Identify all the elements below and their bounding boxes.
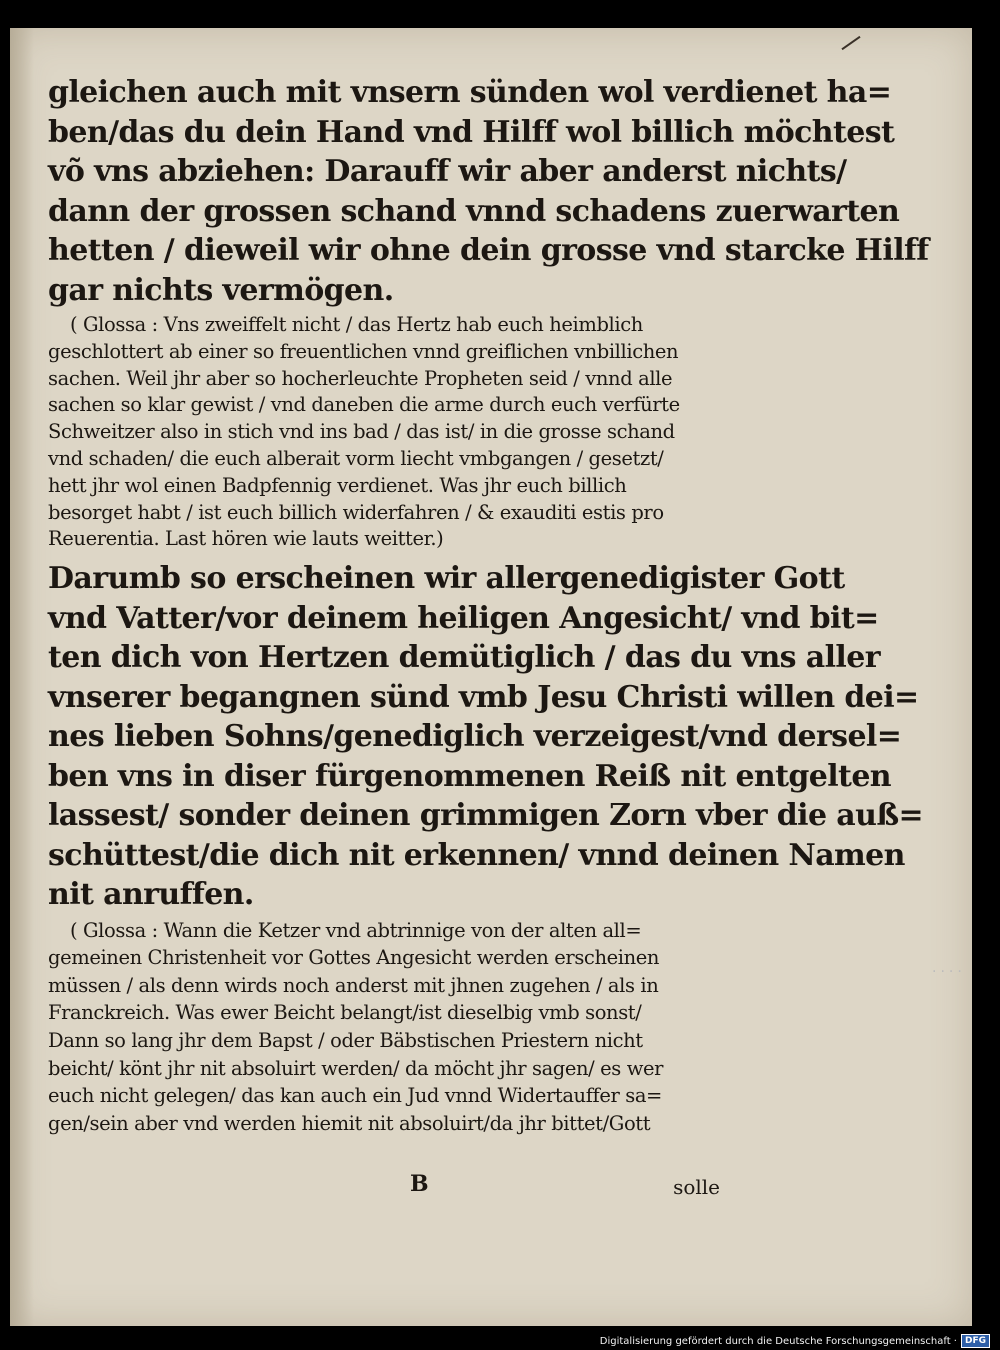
gloss-line: vnd schaden/ die euch alberait vorm liecht vmbgangen / gesetzt/ bbox=[48, 446, 664, 470]
gloss-line: Dann so lang jhr dem Bapst / oder Bäbstischen Priestern nicht bbox=[48, 1029, 643, 1053]
text-line: vnd Vatter/vor deinem heiligen Angesicht/ vnd bit= bbox=[48, 600, 879, 636]
paragraph-1 bbox=[48, 73, 929, 310]
text-line: gleichen auch mit vnsern sünden wol verdienet ha= bbox=[48, 75, 892, 110]
book-page bbox=[10, 28, 972, 1326]
gloss-line: hett jhr wol einen Badpfennig verdienet. Was jhr euch billich bbox=[48, 473, 627, 497]
gloss-line: sachen so klar gewist / vnd daneben die arme durch euch verfürte bbox=[48, 393, 680, 417]
text-line: ben vns in diser fürgenommenen Reiß nit entgelten bbox=[48, 758, 892, 794]
text-line: vnserer begangnen sünd vmb Jesu Christi willen dei= bbox=[48, 679, 919, 715]
gloss-line: Reuerentia. Last hören wie lauts weitter.) bbox=[48, 527, 444, 551]
gloss-line: ( Glossa : Vns zweiffelt nicht / das Hertz hab euch heimblich bbox=[70, 313, 643, 336]
text-line: dann der grossen schand vnnd schadens zuerwarten bbox=[48, 193, 900, 229]
gloss-line: Franckreich. Was ewer Beicht belangt/ist dieselbig vmb sonst/ bbox=[48, 1001, 642, 1025]
gutter-shadow bbox=[10, 28, 34, 1326]
ellipsis-marks: .... bbox=[932, 960, 966, 976]
gloss-1 bbox=[48, 312, 720, 553]
page-footer-line bbox=[48, 1171, 720, 1205]
gloss-2 bbox=[48, 917, 720, 1138]
digitization-credit bbox=[600, 1334, 990, 1348]
gloss-line: sachen. Weil jhr aber so hocherleuchte Propheten seid / vnnd alle bbox=[48, 366, 673, 390]
text-line: nes lieben Sohns/genediglich verzeigest/vnd dersel= bbox=[48, 719, 902, 755]
text-line: gar nichts vermögen. bbox=[48, 272, 394, 308]
text-line: ben/das du dein Hand vnd Hilff wol billich möchtest bbox=[48, 114, 895, 150]
gloss-line: ( Glossa : Wann die Ketzer vnd abtrinnige von der alten all= bbox=[70, 918, 642, 942]
dfg-logo: DFG bbox=[961, 1334, 990, 1348]
gloss-line: müssen / als denn wirds noch anderst mit jhnen zugehen / als in bbox=[48, 973, 659, 997]
text-line: võ vns abziehen: Darauff wir aber anderst nichts/ bbox=[48, 154, 847, 189]
credit-text: Digitalisierung gefördert durch die Deutsche Forschungsgemeinschaft · bbox=[599, 1335, 957, 1347]
gloss-line: Schweitzer also in stich vnd ins bad / das ist/ in die grosse schand bbox=[48, 420, 675, 444]
paragraph-2 bbox=[48, 559, 924, 915]
text-line: ten dich von Hertzen demütiglich / das du vns aller bbox=[48, 640, 880, 676]
gloss-line: gemeinen Christenheit vor Gottes Angesicht werden erscheinen bbox=[48, 946, 660, 970]
text-line: lassest/ sonder deinen grimmigen Zorn vber die auß= bbox=[48, 798, 924, 834]
text-line: nit anruffen. bbox=[48, 877, 254, 913]
text-line: schüttest/die dich nit erkennen/ vnnd deinen Namen bbox=[48, 837, 905, 873]
gloss-line: beicht/ könt jhr nit absoluirt werden/ da möcht jhr sagen/ es wer bbox=[48, 1056, 664, 1080]
gloss-line: euch nicht gelegen/ das kan auch ein Jud vnnd Widertauffer sa= bbox=[48, 1084, 662, 1108]
text-line: hetten / dieweil wir ohne dein grosse vnd starcke Hilff bbox=[48, 233, 929, 268]
gloss-line: besorget habt / ist euch billich widerfahren / & exauditi estis pro bbox=[48, 500, 664, 524]
text-line: Darumb so erscheinen wir allergenedigister Gott bbox=[48, 561, 845, 597]
page-text bbox=[48, 73, 929, 1137]
signature-mark: B bbox=[410, 1171, 429, 1197]
gloss-line: gen/sein aber vnd werden hiemit nit absoluirt/da jhr bittet/Gott bbox=[48, 1111, 651, 1135]
catchword: solle bbox=[673, 1175, 720, 1199]
ink-mark bbox=[841, 36, 860, 50]
gloss-line: geschlottert ab einer so freuentlichen vnnd greiflichen vnbillichen bbox=[48, 339, 679, 363]
